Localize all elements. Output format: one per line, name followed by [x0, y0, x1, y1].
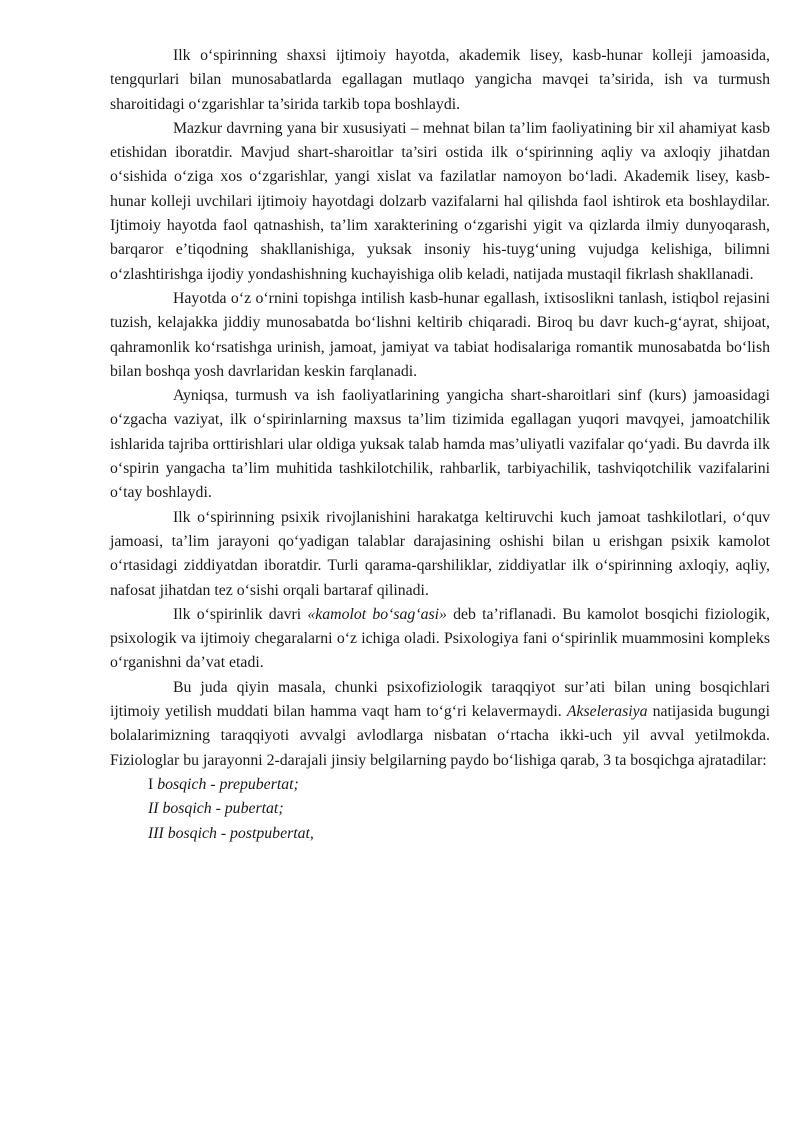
paragraph-6	[110, 603, 770, 676]
stage-label: bosqich - prepubertat;	[157, 775, 299, 793]
paragraph-1: Ilk o‘spirinning shaxsi ijtimoiy hayotda, akademik lisey, kasb-hunar kolleji jamoasida, tengqurlari bilan munosabatlarda egallagan mutlaqo yangicha mavqei ta’sirida, ish va turmush sharoitidagi o‘zgarishlar ta’sirida tarkib topa boshlaydi.	[110, 47, 770, 113]
paragraph-7-after: natijasida bugungi bolalarimizning taraqqiyoti avvalgi avlodlarga nisbatan o‘rtacha ikki-uch yil avval yetilmokda. Fiziologlar bu jarayonni 2-darajali jinsiy belgilarning paydo bo‘lishiga qarab, 3 ta bosqichga ajratadilar:	[110, 703, 771, 769]
paragraph-7	[110, 676, 770, 773]
stage-numeral: III	[148, 824, 168, 842]
stage-item	[110, 773, 770, 797]
paragraph-4: Ayniqsa, turmush va ish faoliyatlarining yangicha shart-sharoitlari sinf (kurs) jamoasidagi o‘zgacha vaziyat, ilk o‘spirinlarning maxsus ta’lim tizimida egallagan yuqori mavqyei, jamoatchilik ishlarida tajriba orttirishlari ular oldiga yuksak talab hamda mas’uliyatli vazifalar qo‘yadi. Bu davrda ilk o‘spirin yangacha ta’lim muhitida tashkilotchilik, rahbarlik, tarbiyachilik, tashviqotchilik vazifalarini o‘tay boshlaydi.	[110, 387, 770, 502]
paragraph-5: Ilk o‘spirinning psixik rivojlanishini harakatga keltiruvchi kuch jamoat tashkilotlari, o‘quv jamoasi, ta’lim jarayoni qo‘yadigan talablar darajasining oshishi bilan u erishgan psixik kamolot o‘rtasidagi ziddiyatdan iboratdir. Turli qarama-qarshiliklar, ziddiyatlar ilk o‘spirinning axloqiy, aqliy, nafosat jihatdan tez o‘sishi orqali bartaraf qilinadi.	[110, 508, 770, 599]
paragraph-7-emphasis: Akselerasiya	[566, 703, 648, 721]
stage-label: bosqich - pubertat;	[162, 800, 284, 818]
paragraph-7-text: Bu juda qiyin masala, chunki psixofiziologik taraqqiyot sur’ati bilan uning bosqichlari ijtimoiy yetilish muddati bilan hamma vaqt ham to‘g‘ri kelavermaydi.	[110, 678, 770, 721]
paragraph-6-after: deb ta’riflanadi. Bu kamolot bosqichi fiziologik, psixologik va ijtimoiy chegaralarni o‘z ichiga oladi. Psixologiya fani o‘spirinlik muammosini kompleks o‘rganishni da’vat etadi.	[110, 605, 771, 672]
paragraph-6-before: Ilk o‘spirinlik davri	[173, 605, 308, 623]
paragraph-2: Mazkur davrning yana bir xususiyati – mehnat bilan ta’lim faoliyatining bir xil ahamiyat kasb etishidan iboratdir. Mavjud shart-sharoitlar ta’siri ostida ilk o‘spirinning aqliy va axloqiy jihatdan o‘sishida o‘ziga xos o‘zgarishlar, yangi xislat va fazilatlar namoyon bo‘ladi. Akademik lisey, kasb-hunar kolleji uvchilari ijtimoiy hayotdagi dolzarb vazifalarni hal qilishda faol ishtirok eta boshlaydilar. Ijtimoiy hayotda faol qatnashish, ta’lim xarakterining o‘zgarishi yigit va qizlarda ilmiy dunyoqarash, barqaror e’tiqodning shakllanishiga, yuksak insoniy his-tuyg‘uning vujudga kelishiga, bilimni o‘zlashtirishga ijodiy yondashishning kuchayishiga olib keladi, natijada mustaqil fikrlash shakllanadi.	[110, 119, 770, 283]
stage-item	[110, 797, 770, 821]
stage-label: bosqich - postpubertat,	[167, 824, 314, 842]
stage-numeral: II	[148, 800, 163, 818]
stages-list	[110, 773, 770, 846]
paragraph-3: Hayotda o‘z o‘rnini topishga intilish kasb-hunar egallash, ixtisoslikni tanlash, istiqbol rejasini tuzish, kelajakka jiddiy munosabatda bo‘lishni keltirib chiqaradi. Biroq bu davr kuch-g‘ayrat, shijoat, qahramonlik ko‘rsatishga urinish, jamoat, jamiyat va tabiat hodisalariga romantik munosabatda bo‘lish bilan boshqa yosh davrlaridan keskin farqlanadi.	[110, 289, 770, 380]
paragraph-6-emphasis: «kamolot bo‘sag‘asi»	[307, 605, 447, 623]
stage-item	[110, 822, 770, 846]
stage-numeral: I	[148, 775, 158, 793]
